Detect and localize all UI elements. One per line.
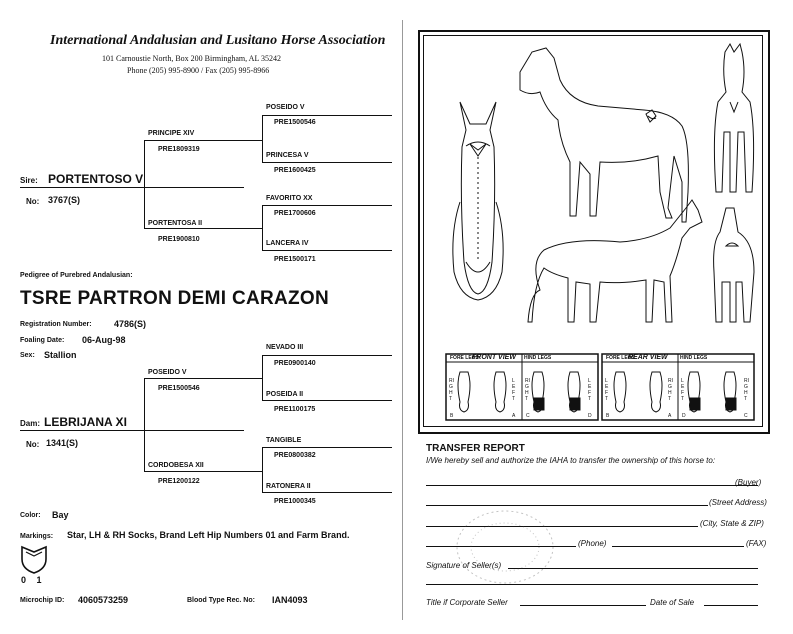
ss-dam-reg: PRE1600425 — [274, 167, 316, 174]
street-label: (Street Address) — [709, 498, 767, 507]
buyer-line[interactable] — [426, 485, 758, 486]
sd-sire-name: FAVORITO XX — [266, 195, 313, 202]
color-value: Bay — [52, 510, 69, 520]
dd-sire-name: TANGIBLE — [266, 437, 302, 444]
org-address: 101 Carnoustie North, Box 200 Birmingham, AL 35242 — [102, 54, 282, 63]
fax-line[interactable] — [612, 546, 744, 547]
dam-no: 1341(S) — [46, 438, 79, 448]
sire-dam-name: PORTENTOSA II — [148, 220, 203, 227]
sd-dam-name: LANCERA IV — [266, 240, 309, 247]
date-sale-line[interactable] — [704, 605, 758, 606]
horse-name: TSRE PARTRON DEMI CARAZON — [20, 288, 330, 309]
ss-sire-name: POSEIDO V — [266, 104, 305, 111]
ds-dam-name: POSEIDA II — [266, 391, 304, 398]
sire-no: 3767(S) — [48, 195, 81, 205]
hind-legs-label-rear: HIND LEGS — [680, 355, 708, 361]
signature-label: Signature of Seller(s) — [426, 561, 502, 570]
horse-side-bottom-icon — [528, 200, 702, 322]
markings-value: Star, LH & RH Socks, Brand Left Hip Numbers 01 and Farm Brand. — [67, 530, 350, 540]
horse-side-top-icon — [520, 48, 688, 222]
leg-left-4: LEFT — [681, 378, 685, 402]
leg-letter-3: C — [526, 413, 530, 419]
microchip-label: Microchip ID: — [20, 597, 65, 604]
sd-dam-reg: PRE1500171 — [274, 256, 316, 263]
dam-dam-reg: PRE1200122 — [158, 478, 200, 485]
leg-right-2: RIGHT — [525, 378, 530, 402]
leg-left-3: LEFT — [605, 378, 609, 402]
blood-label: Blood Type Rec. No: — [187, 597, 255, 604]
blood-value: IAN4093 — [272, 595, 308, 605]
org-name: International Andalusian and Lusitano Horse Association — [50, 33, 386, 48]
date-sale-label: Date of Sale — [650, 598, 695, 607]
markings-diagram — [418, 30, 770, 434]
leg-letter-2: A — [512, 413, 516, 419]
microchip-value: 4060573259 — [78, 595, 129, 605]
ds-sire-name: NEVADO III — [266, 344, 304, 351]
hind-legs-label-front: HIND LEGS — [524, 355, 552, 361]
fax-label: (FAX) — [746, 539, 767, 548]
dam-sire-name: POSEIDO V — [148, 369, 187, 376]
transfer-title: TRANSFER REPORT — [426, 443, 525, 454]
transfer-statement: I/We hereby sell and authorize the IAHA to transfer the ownership of this horse to: — [426, 456, 716, 465]
leg-left-1: LEFT — [512, 378, 516, 402]
dam-no-label: No: — [26, 440, 40, 449]
reg-label: Registration Number: — [20, 321, 92, 328]
leg-letter-5: B — [606, 413, 610, 419]
leg-letter-4: D — [588, 413, 592, 419]
horse-rear-small-icon — [714, 208, 754, 322]
head-front-icon — [453, 102, 503, 300]
brand-number: 0 1 — [21, 575, 46, 585]
leg-right-1: RIGHT — [449, 378, 454, 402]
dd-dam-name: RATONERA II — [266, 483, 311, 490]
faint-stamp-icon — [450, 505, 560, 590]
title-corp-line[interactable] — [520, 605, 646, 606]
fore-legs-label-rear: FORE LEGS — [606, 355, 635, 361]
leg-right-3: RIGHT — [668, 378, 673, 402]
front-view-title: FRONT VIEW — [472, 354, 516, 361]
sire-dam-reg: PRE1900810 — [158, 236, 200, 243]
sire-sire-name: PRINCIPE XIV — [148, 130, 195, 137]
color-label: Color: — [20, 512, 41, 519]
dam-label: Dam: — [20, 419, 41, 428]
ds-dam-reg: PRE1100175 — [274, 406, 316, 413]
brand-shield-icon — [18, 543, 52, 575]
reg-no: 4786(S) — [114, 319, 147, 329]
fore-legs-label-front: FORE LEGS — [450, 355, 479, 361]
sire-name: PORTENTOSO V — [48, 172, 144, 186]
phone-label: (Phone) — [578, 539, 607, 548]
leg-letter-6: A — [668, 413, 672, 419]
ss-sire-reg: PRE1500546 — [274, 119, 316, 126]
dam-sire-reg: PRE1500546 — [158, 385, 200, 392]
foaling-date: 06-Aug-98 — [82, 335, 126, 345]
rear-view-title: REAR VIEW — [628, 354, 668, 361]
dd-sire-reg: PRE0800382 — [274, 452, 316, 459]
sire-no-label: No: — [26, 197, 40, 206]
sex-label: Sex: — [20, 352, 35, 359]
markings-label: Markings: — [20, 533, 54, 540]
pedigree-label: Pedigree of Purebred Andalusian: — [20, 272, 133, 279]
page-divider — [402, 20, 403, 620]
leg-letter-1: B — [450, 413, 454, 419]
leg-letter-8: C — [744, 413, 748, 419]
sex-value: Stallion — [44, 350, 77, 360]
dd-dam-reg: PRE1000345 — [274, 498, 316, 505]
ss-dam-name: PRINCESA V — [266, 152, 309, 159]
leg-right-4: RIGHT — [744, 378, 749, 402]
sd-sire-reg: PRE1700606 — [274, 210, 316, 217]
sire-label: Sire: — [20, 176, 38, 185]
foaling-label: Foaling Date: — [20, 337, 65, 344]
ds-sire-reg: PRE0900140 — [274, 360, 316, 367]
dam-dam-name: CORDOBESA XII — [148, 462, 204, 469]
city-label: (City, State & ZIP) — [700, 519, 764, 528]
leg-left-2: LEFT — [588, 378, 592, 402]
dam-name: LEBRIJANA XI — [44, 415, 127, 429]
horse-front-small-icon — [714, 44, 753, 192]
org-phone: Phone (205) 995-8900 / Fax (205) 995-8966 — [127, 66, 270, 75]
title-corp-label: Title if Corporate Seller — [426, 598, 508, 607]
buyer-label: (Buyer) — [735, 478, 762, 487]
leg-letter-7: D — [682, 413, 686, 419]
sire-sire-reg: PRE1809319 — [158, 146, 200, 153]
